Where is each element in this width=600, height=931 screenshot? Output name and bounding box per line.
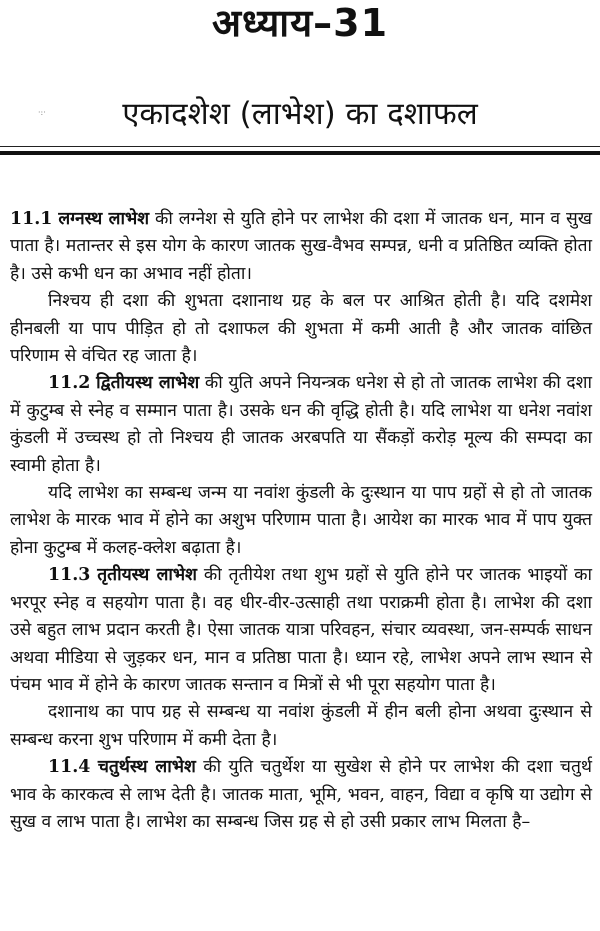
divider-thin <box>0 146 600 147</box>
paragraph-11-4 <box>10 754 592 836</box>
paragraph-text: की तृतीयेश तथा शुभ ग्रहों से युति होने पर जातक भाइयों का भरपूर स्नेह व सहयोग पाता है। वह धीर-वीर-उत्साही तथा पराक्रमी होता है। लाभेश की दशा उसे बहुत लाभ प्रदान करती है। ऐसा जातक यात्रा परिवहन, संचार व्यवस्था, जन-सम्पर्क साधन अथवा मीडिया से जुड़कर धन, मान व प्रतिष्ठा पाता है। ध्यान रहे, लाभेश अपने लाभ स्थान से पंचम भाव में होने के कारण जातक सन्तान व मित्रों से भी पूरा सहयोग पाता है। <box>10 565 592 695</box>
section-number: 11.1 <box>10 209 53 229</box>
paragraph-note-1 <box>10 288 592 370</box>
paragraph-11-3 <box>10 562 592 699</box>
paragraph-text: की लग्नेश से युति होने पर लाभेश की दशा में जातक धन, मान व सुख पाता है। मतान्तर से इस योग के कारण जातक सुख-वैभव सम्पन्न, धनी व प्रतिष्ठित व्यक्ति होता है। उसे कभी धन का अभाव नहीं होता। <box>10 209 593 284</box>
divider-thick <box>0 151 600 155</box>
section-term: द्वितीयस्थ लाभेश <box>96 373 200 394</box>
paragraph-note-2 <box>10 480 592 562</box>
chapter-title: अध्याय–31 <box>211 1 389 45</box>
section-term: लग्नस्थ लाभेश <box>58 209 150 229</box>
scan-speck: ·:· <box>38 108 46 117</box>
paragraph-text: निश्चय ही दशा की शुभता दशानाथ ग्रह के बल पर आश्रित होती है। यदि दशमेश हीनबली या पाप पीड़ित हो तो दशाफल की शुभता में कमी आती है और जातक वांछित परिणाम से वंचित रह जाता है। <box>10 291 592 367</box>
paragraph-text: यदि लाभेश का सम्बन्ध जन्म या नवांश कुंडली के दुःस्थान या पाप ग्रहों से हो तो जातक लाभेश के मारक भाव में होने का अशुभ परिणाम पाता है। आयेश का मारक भाव में पाप युक्त होना कुटुम्ब में कलह-क्लेश बढ़ाता है। <box>10 483 592 558</box>
section-number: 11.3 <box>48 565 91 586</box>
section-number: 11.2 <box>48 373 91 394</box>
paragraph-text: दशानाथ का पाप ग्रह से सम्बन्ध या नवांश कुंडली में हीन बली होना अथवा दुःस्थान से सम्बन्ध करना शुभ परिणाम में कमी देता है। <box>10 702 592 750</box>
paragraph-text: की युति अपने नियन्त्रक धनेश से हो तो जातक लाभेश की दशा में कुटुम्ब से स्नेह व सम्मान पाता है। उसके धन की वृद्धि होती है। यदि लाभेश या धनेश नवांश कुंडली में उच्चस्थ हो तो निश्चय ही जातक अरबपति या सैंकड़ों करोड़ मूल्य की सम्पदा का स्वामी होता है। <box>10 373 592 476</box>
paragraph-11-1 <box>10 206 592 288</box>
paragraph-note-3 <box>10 699 592 754</box>
paragraph-11-2 <box>10 370 592 480</box>
section-title: एकादशेश (लाभेश) का दशाफल <box>122 96 478 132</box>
paragraph-text: की युति चतुर्थेश या सुखेश से होने पर लाभेश की दशा चतुर्थ भाव के कारकत्व से लाभ देती है। जातक माता, भूमि, भवन, वाहन, विद्या व कृषि या उद्योग से सुख व लाभ पाता है। लाभेश का सम्बन्ध जिस ग्रह से हो उसी प्रकार लाभ मिलता है– <box>10 757 592 832</box>
section-term: तृतीयस्थ लाभेश <box>97 565 197 586</box>
body-text <box>10 206 592 836</box>
section-number: 11.4 <box>48 757 91 778</box>
section-term: चतुर्थस्थ लाभेश <box>97 757 196 778</box>
